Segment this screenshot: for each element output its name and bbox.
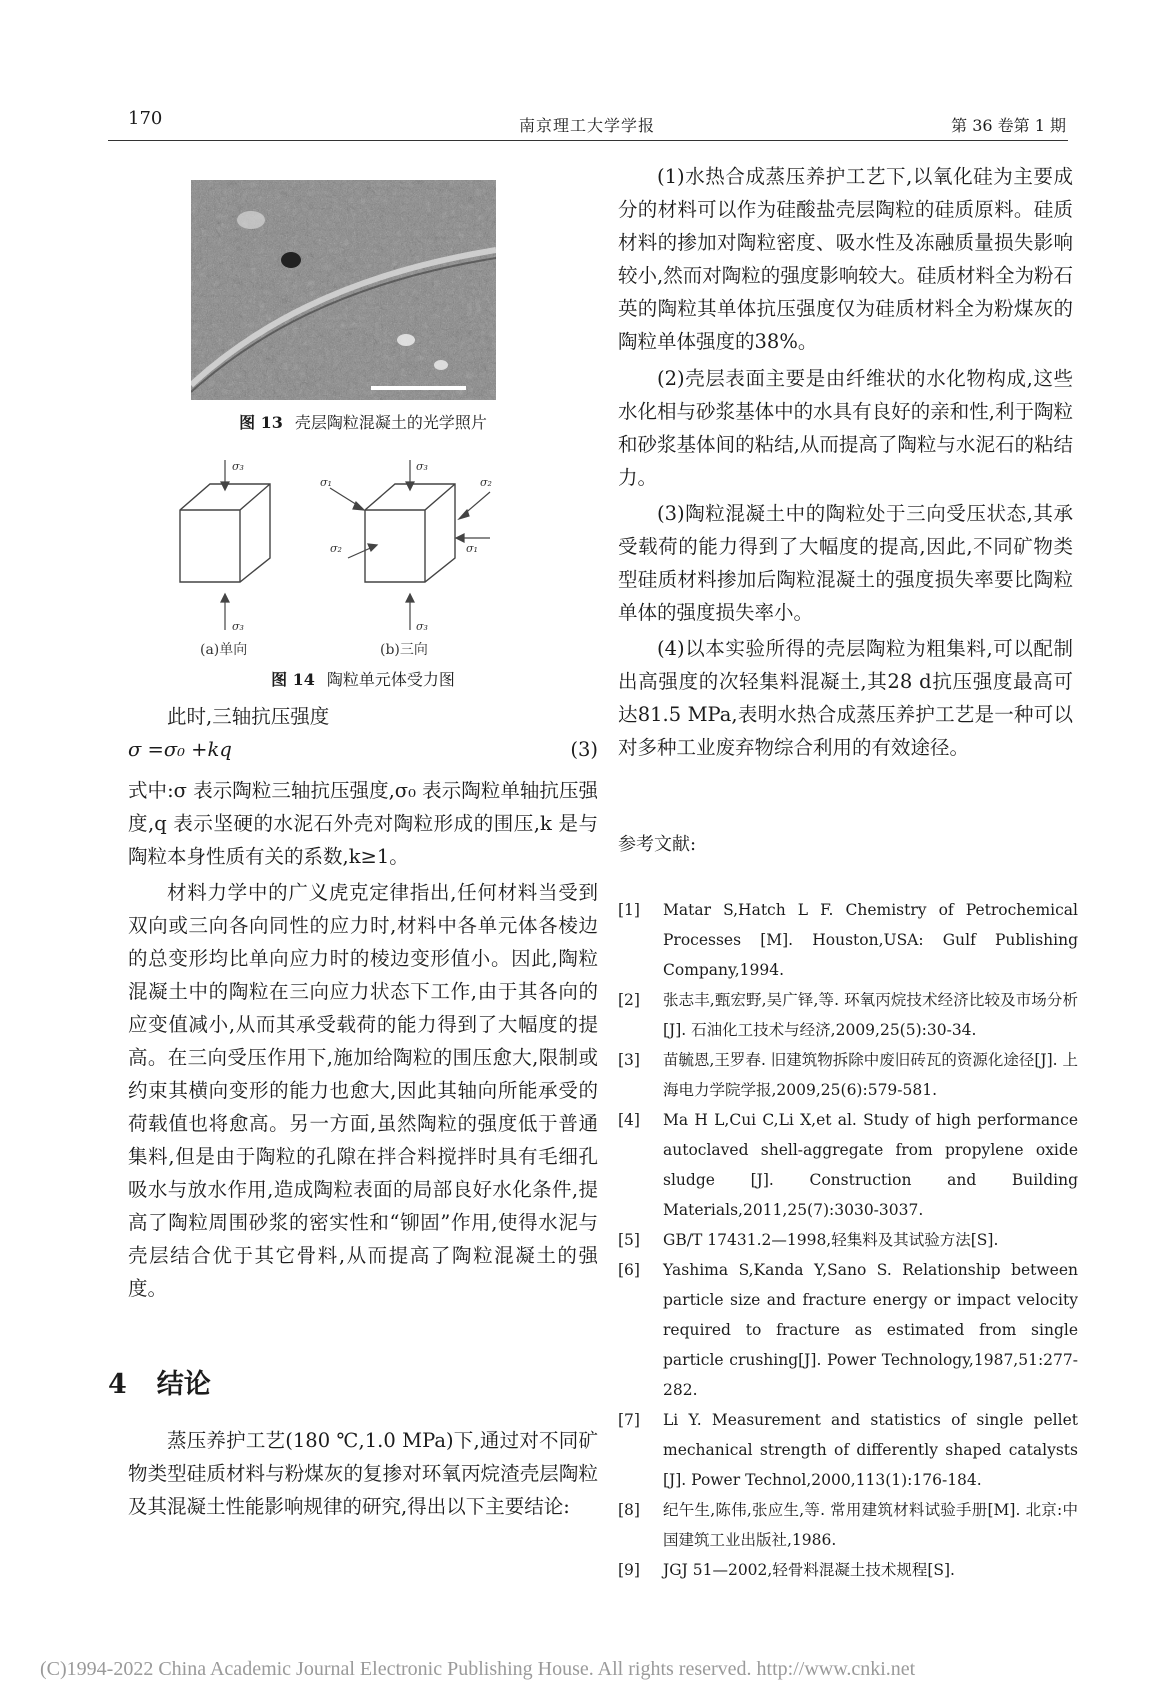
reference-text: Matar S,Hatch L F. Chemistry of Petrochemical Processes [M]. Houston,USA: Gulf Publishing Company,1994. (663, 901, 1078, 979)
figure14-caption (128, 667, 598, 690)
reference-text: Yashima S,Kanda Y,Sano S. Relationship between particle size and fracture energy or impact velocity required to fracture as estimated from single particle crushing[J]. Power Technology,1987,51:277-282. (663, 1261, 1078, 1399)
reference-number: [1] (618, 901, 640, 919)
reference-item (618, 1225, 1078, 1255)
reference-number: [6] (618, 1261, 640, 1279)
sigma3-label: σ₃ (416, 620, 428, 633)
reference-text: Ma H L,Cui C,Li X,et al. Study of high performance autoclaved shell-aggregate from propylene oxide sludge [J]. Construction and Building Materials,2011,25(7):3030-3037. (663, 1111, 1078, 1219)
reference-text: JGJ 51—2002,轻骨料混凝土技术规程[S]. (663, 1561, 955, 1579)
reference-number: [7] (618, 1411, 640, 1429)
reference-item (618, 1255, 1078, 1405)
reference-number: [8] (618, 1501, 640, 1519)
issue-label: 第 36 卷第 1 期 (951, 116, 1066, 135)
sigma1-label: σ₁ (466, 542, 478, 555)
reference-item (618, 1555, 1078, 1585)
formula-expression: σ =σ₀ +kq (128, 738, 232, 761)
reference-text: 张志丰,甄宏野,吴广铎,等. 环氧丙烷技术经济比较及市场分析[J]. 石油化工技术与经济,2009,25(5):30-34. (663, 991, 1078, 1039)
conclusion-1: (1)水热合成蒸压养护工艺下,以氧化硅为主要成分的材料可以作为硅酸盐壳层陶粒的硅质原料。硅质材料的掺加对陶粒密度、吸水性及冻融质量损失影响较小,然而对陶粒的强度影响较大。硅质材料全为粉石英的陶粒其单体抗压强度仅为硅质材料全为粉煤灰的陶粒单体强度的38%。 (618, 165, 1073, 353)
definition-paragraph: 式中:σ 表示陶粒三轴抗压强度,σ₀ 表示陶粒单轴抗压强度,q 表示坚硬的水泥石外壳对陶粒形成的围压,k 是与陶粒本身性质有关的系数,k≥1。 (128, 779, 598, 868)
sigma3-label: σ₃ (232, 460, 244, 473)
conclusion-2: (2)壳层表面主要是由纤维状的水化物构成,这些水化相与砂浆基体中的水具有良好的亲和性,利于陶粒和砂浆基体间的粘结,从而提高了陶粒与水泥石的粘结力。 (618, 367, 1073, 489)
formula-3 (128, 738, 598, 761)
formula-number: (3) (570, 738, 598, 761)
subfigure-a-label: (a)单向 (200, 642, 248, 658)
figure14-label: 图 14 (271, 670, 315, 689)
section-title: 结论 (156, 1369, 211, 1400)
figure14-svg (170, 458, 500, 658)
figure14-caption-text: 陶粒单元体受力图 (326, 670, 455, 689)
subfigure-b-label: (b)三向 (380, 642, 428, 658)
reference-number: [2] (618, 991, 640, 1009)
section-number: 4 (108, 1369, 127, 1400)
copyright-footer: (C)1994-2022 China Academic Journal Electronic Publishing House. All rights reserved. http://www.cnki.net (40, 1658, 916, 1680)
reference-number: [3] (618, 1051, 640, 1069)
section-heading (108, 1362, 211, 1401)
figure13-caption (128, 410, 598, 433)
sigma1-label: σ₁ (320, 476, 332, 489)
figure13-caption-text: 壳层陶粒混凝土的光学照片 (294, 413, 487, 432)
references-heading: 参考文献: (618, 834, 697, 855)
reference-item (618, 895, 1078, 985)
conclusion-3: (3)陶粒混凝土中的陶粒处于三向受压状态,其承受载荷的能力得到了大幅度的提高,因此,不同矿物类型硅质材料掺加后陶粒混凝土的强度损失率要比陶粒单体的强度损失率小。 (618, 502, 1073, 624)
mechanics-paragraph: 材料力学中的广义虎克定律指出,任何材料当受到双向或三向各向同性的应力时,材料中各单元体各棱边的总变形均比单向应力时的棱边变形值小。因此,陶粒混凝土中的陶粒在三向应力状态下工作,由于其各向的应变值减小,从而其承受载荷的能力得到了大幅度的提高。在三向受压作用下,施加给陶粒的围压愈大,限制或约束其横向变形的能力也愈大,因此其轴向所能承受的荷载值也将愈高。另一方面,虽然陶粒的强度低于普通集料,但是由于陶粒的孔隙在拌合料搅拌时具有毛细孔吸水与放水作用,造成陶粒表面的局部良好水化条件,提高了陶粒周围砂浆的密实性和“铆固”作用,使得水泥与壳层结合优于其它骨料,从而提高了陶粒混凝土的强度。 (128, 881, 598, 1300)
conclusion-intro-paragraph: 蒸压养护工艺(180 ℃,1.0 MPa)下,通过对不同矿物类型硅质材料与粉煤灰的复掺对环氧丙烷渣壳层陶粒及其混凝土性能影响规律的研究,得出以下主要结论: (128, 1429, 598, 1518)
sigma3-label: σ₃ (232, 620, 244, 633)
reference-text: Li Y. Measurement and statistics of single pellet mechanical strength of differently shaped catalysts [J]. Power Technol,2000,113(1):176-184. (663, 1411, 1078, 1489)
optical-photo-image (191, 180, 496, 400)
reference-item (618, 1105, 1078, 1225)
reference-list (618, 895, 1078, 1585)
reference-text: GB/T 17431.2—1998,轻集料及其试验方法[S]. (663, 1231, 999, 1249)
reference-text: 苗毓恩,王罗春. 旧建筑物拆除中废旧砖瓦的资源化途径[J]. 上海电力学院学报,2009,25(6):579-581. (663, 1051, 1078, 1099)
cube-uniaxial (180, 484, 270, 582)
sigma2-label: σ₂ (330, 542, 342, 555)
conclusion-4: (4)以本实验所得的壳层陶粒为粗集料,可以配制出高强度的次轻集料混凝土,其28 d抗压强度最高可达81.5 MPa,表明水热合成蒸压养护工艺是一种可以对多种工业废弃物综合利用的有效途径。 (618, 637, 1073, 759)
reference-number: [5] (618, 1231, 640, 1249)
reference-number: [4] (618, 1111, 640, 1129)
reference-item (618, 985, 1078, 1045)
page-number: 170 (128, 108, 163, 129)
stress-arrows (221, 460, 490, 630)
cube-triaxial (365, 484, 455, 582)
header-rule (108, 140, 1068, 141)
sigma2-label: σ₂ (480, 476, 492, 489)
intro-paragraph: 此时,三轴抗压强度 (167, 705, 330, 728)
reference-item (618, 1405, 1078, 1495)
figure14-diagram (170, 458, 500, 658)
figure13-label: 图 13 (239, 413, 283, 432)
sigma3-label: σ₃ (416, 460, 428, 473)
reference-number: [9] (618, 1561, 640, 1579)
reference-text: 纪午生,陈伟,张应生,等. 常用建筑材料试验手册[M]. 北京:中国建筑工业出版社,1986. (663, 1501, 1078, 1549)
reference-item (618, 1495, 1078, 1555)
journal-title: 南京理工大学学报 (518, 116, 655, 135)
reference-item (618, 1045, 1078, 1105)
figure13-photo (191, 180, 496, 400)
